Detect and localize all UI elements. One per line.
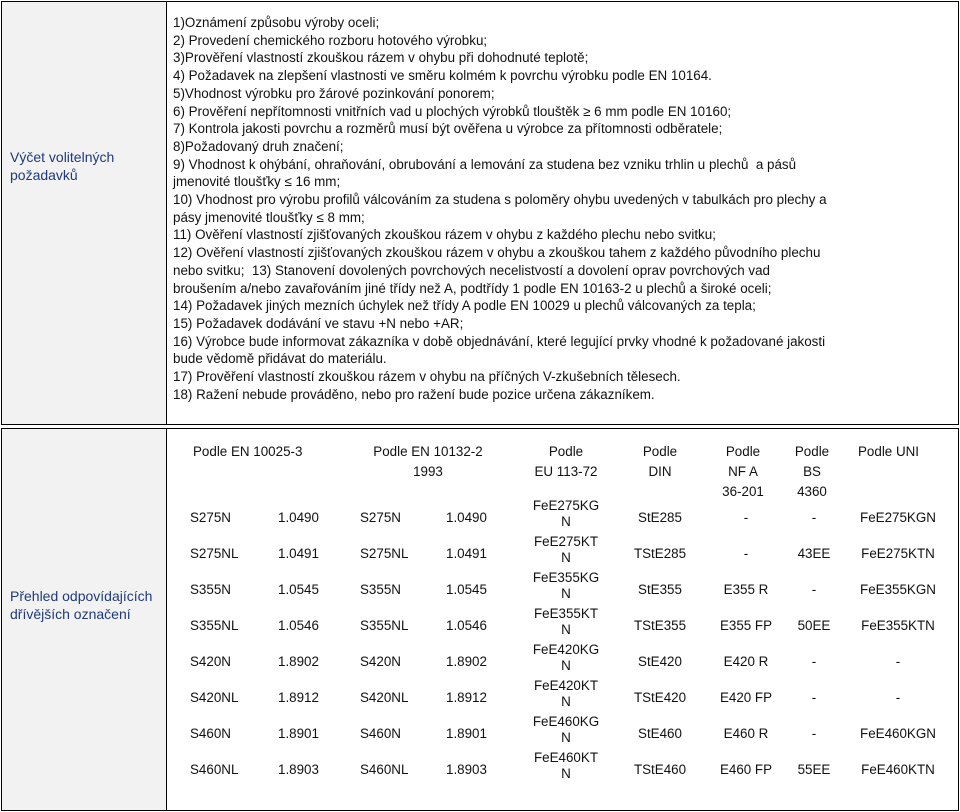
- cell-nfa: E420 R: [723, 654, 769, 669]
- cell-eu-line: N: [561, 622, 571, 637]
- requirement-line: nebo svitku; 13) Stanovení dovolených povrchových necelistvostí a dovolení oprav povrchových vad: [173, 262, 770, 278]
- cell-n2: 1.8903: [446, 762, 487, 777]
- cell-eu-line: N: [561, 586, 571, 601]
- cell-g2: S420NL: [360, 690, 409, 705]
- cell-din: TStE420: [633, 690, 687, 705]
- cell-eu-line: FeE460KG: [532, 714, 600, 729]
- designation-label: Přehled odpovídajících dřívějších označení: [10, 588, 153, 622]
- cell-n1: 1.0491: [278, 546, 319, 561]
- requirement-line: 14) Požadavek jiných mezních úchylek než třídy A podle EN 10029 u plechů válcovaných za tepla;: [173, 298, 756, 314]
- cell-nfa: -: [743, 546, 749, 561]
- requirement-line: 12) Ověření vlastností zjišťovaných zkouškou rázem v ohybu a zkouškou tahem z každého původního plechu: [173, 245, 821, 261]
- cell-g1: S460NL: [190, 762, 239, 777]
- cell-din: TStE355: [633, 618, 687, 633]
- header-nfa-line3: 36-201: [722, 484, 764, 499]
- cell-n1: 1.8912: [278, 690, 319, 705]
- cell-g2: S460N: [360, 726, 401, 741]
- cell-nfa: E420 FP: [719, 690, 773, 705]
- optional-requirements-label: Výčet volitelných požadavků: [10, 149, 115, 183]
- cell-g1: S275NL: [190, 546, 239, 561]
- cell-n1: 1.8902: [278, 654, 319, 669]
- header-bs-line1: Podle: [794, 444, 830, 459]
- header-bs-line3: 4360: [797, 484, 827, 499]
- header-bs-line2: BS: [803, 464, 821, 479]
- cell-bs: -: [811, 510, 817, 525]
- cell-n1: 1.0545: [278, 582, 319, 597]
- cell-n1: 1.0546: [278, 618, 319, 633]
- cell-eu: [518, 750, 614, 782]
- requirement-line: 11) Ověření vlastností zjišťovaných zkouškou rázem v ohybu z každého plechu nebo svitku;: [173, 227, 716, 243]
- cell-eu-line: FeE275KG: [532, 498, 600, 513]
- cell-eu-line: FeE355KG: [532, 570, 600, 585]
- cell-g1: S420NL: [190, 690, 239, 705]
- header-uni: Podle UNI: [858, 444, 920, 459]
- cell-uni: FeE355KGN: [860, 582, 936, 597]
- cell-n2: 1.0546: [446, 618, 487, 633]
- header-eu-line1: Podle: [548, 444, 584, 459]
- cell-din: StE460: [638, 726, 682, 741]
- header-nfa: [708, 442, 778, 502]
- cell-eu: [518, 714, 614, 746]
- cell-eu-line: N: [561, 694, 571, 709]
- cell-din: StE355: [638, 582, 682, 597]
- cell-eu-line: FeE460KT: [533, 750, 598, 765]
- cell-din: StE420: [638, 654, 682, 669]
- cell-nfa: E460 FP: [719, 762, 773, 777]
- requirements-list: [173, 14, 953, 403]
- cell-uni: FeE275KTN: [861, 546, 935, 561]
- cell-din: TStE460: [633, 762, 687, 777]
- cell-n1: 1.8903: [278, 762, 319, 777]
- requirement-line: 18) Ražení nebude prováděno, nebo pro ražení bude pozice určena zákazníkem.: [173, 386, 655, 402]
- cell-eu: [518, 606, 614, 638]
- cell-nfa: E460 R: [723, 726, 769, 741]
- cell-g1: S355NL: [190, 618, 239, 633]
- cell-eu: [518, 570, 614, 602]
- header-din-line2: DIN: [648, 464, 672, 479]
- requirement-line: 6) Prověření nepřítomnosti vnitřních vad u plochých výrobků tlouštěk ≥ 6 mm podle EN 10160;: [173, 103, 732, 119]
- header-en10132: [360, 442, 496, 482]
- header-en10132-line1: Podle EN 10132-2: [373, 444, 483, 459]
- cell-eu-line: FeE420KT: [533, 678, 598, 693]
- cell-g2: S355NL: [360, 618, 409, 633]
- requirement-line: 7) Kontrola jakosti povrchu a rozměrů musí být ověřena u výrobce za přítomnosti odběratele;: [173, 121, 723, 137]
- cell-bs: 50EE: [797, 618, 831, 633]
- cell-n2: 1.0545: [446, 582, 487, 597]
- cell-g2: S460NL: [360, 762, 409, 777]
- cell-eu-line: N: [561, 730, 571, 745]
- cell-eu: [518, 534, 614, 566]
- requirement-line: 9) Vhodnost k ohýbání, ohraňování, obrubování a lemování za studena bez vzniku trhlin u plechů a pásů: [173, 156, 797, 172]
- cell-g2: S275N: [360, 510, 401, 525]
- requirement-line: 15) Požadavek dodávání ve stavu +N nebo +AR;: [173, 315, 464, 331]
- header-en10025: Podle EN 10025-3: [193, 444, 303, 459]
- header-din: [630, 442, 690, 482]
- header-din-line1: Podle: [642, 444, 678, 459]
- requirement-line: 8)Požadovaný druh značení;: [173, 138, 344, 154]
- cell-nfa: -: [743, 510, 749, 525]
- cell-n1: 1.0490: [278, 510, 319, 525]
- cell-eu-line: FeE355KT: [533, 606, 598, 621]
- cell-eu-line: FeE275KT: [533, 534, 598, 549]
- cell-din: StE285: [638, 510, 682, 525]
- cell-g2: S420N: [360, 654, 401, 669]
- cell-uni: FeE355KTN: [861, 618, 935, 633]
- cell-uni: FeE275KGN: [860, 510, 936, 525]
- header-nfa-line2: NF A: [728, 464, 758, 479]
- header-bs: [782, 442, 842, 502]
- cell-eu-line: N: [561, 550, 571, 565]
- cell-n2: 1.8902: [446, 654, 487, 669]
- cell-g2: S355N: [360, 582, 401, 597]
- requirement-line: 3)Prověření vlastností zkouškou rázem v ohybu při dohodnuté teplotě;: [173, 50, 589, 66]
- cell-n2: 1.8901: [446, 726, 487, 741]
- requirement-line: 2) Provedení chemického rozboru hotového výrobku;: [173, 32, 488, 48]
- cell-g1: S420N: [190, 654, 231, 669]
- cell-eu-line: N: [561, 658, 571, 673]
- header-en10132-line2: 1993: [413, 464, 443, 479]
- header-eu-line2: EU 113-72: [534, 464, 598, 479]
- cell-g1: S275N: [190, 510, 231, 525]
- cell-bs: 55EE: [797, 762, 831, 777]
- requirement-line: 17) Prověření vlastností zkouškou rázem v ohybu na příčných V-zkušebních tělesech.: [173, 369, 681, 385]
- cell-g2: S275NL: [360, 546, 409, 561]
- cell-uni: -: [895, 690, 901, 705]
- requirement-line: 16) Výrobce bude informovat zákazníka v době objednávání, které legující prvky vhodné k požadované jakosti: [173, 333, 826, 349]
- requirement-line: bude vědomě přidávat do materiálu.: [173, 351, 387, 367]
- cell-eu-line: N: [561, 514, 571, 529]
- optional-requirements-label-cell: [1, 1, 167, 425]
- requirement-line: 10) Vhodnost pro výrobu profilů válcováním za studena s poloměry ohybu uvedených v tabulkách pro plechy a: [173, 192, 827, 208]
- cell-n2: 1.0491: [446, 546, 487, 561]
- cell-n2: 1.0490: [446, 510, 487, 525]
- cell-eu: [518, 498, 614, 530]
- requirement-line: 5)Vhodnost výrobku pro žárové pozinkování ponorem;: [173, 85, 495, 101]
- cell-bs: -: [811, 726, 817, 741]
- requirement-line: jmenovité tloušťky ≤ 16 mm;: [173, 174, 341, 190]
- cell-uni: FeE460KGN: [860, 726, 936, 741]
- cell-bs: -: [811, 654, 817, 669]
- requirement-line: 1)Oznámení způsobu výroby oceli;: [173, 15, 380, 30]
- cell-bs: -: [811, 582, 817, 597]
- cell-eu: [518, 678, 614, 710]
- cell-bs: -: [811, 690, 817, 705]
- cell-n1: 1.8901: [278, 726, 319, 741]
- cell-n2: 1.8912: [446, 690, 487, 705]
- designation-label-cell: [1, 428, 167, 811]
- cell-din: TStE285: [633, 546, 687, 561]
- cell-eu-line: N: [561, 766, 571, 781]
- requirement-line: 4) Požadavek na zlepšení vlastnosti ve směru kolmém k povrchu výrobku podle EN 10164.: [173, 68, 712, 84]
- cell-bs: 43EE: [797, 546, 831, 561]
- header-eu: [520, 442, 612, 482]
- cell-nfa: E355 R: [723, 582, 769, 597]
- requirement-line: broušením a/nebo zavařováním jiné třídy než A, podtřídy 1 podle EN 10163-2 u plechů a široké oceli;: [173, 280, 772, 296]
- cell-eu-line: FeE420KG: [532, 642, 600, 657]
- cell-g1: S460N: [190, 726, 231, 741]
- cell-nfa: E355 FP: [719, 618, 773, 633]
- requirement-line: pásy jmenovité tloušťky ≤ 8 mm;: [173, 209, 365, 225]
- header-nfa-line1: Podle: [725, 444, 761, 459]
- cell-eu: [518, 642, 614, 674]
- cell-g1: S355N: [190, 582, 231, 597]
- cell-uni: FeE460KTN: [861, 762, 935, 777]
- cell-uni: -: [895, 654, 901, 669]
